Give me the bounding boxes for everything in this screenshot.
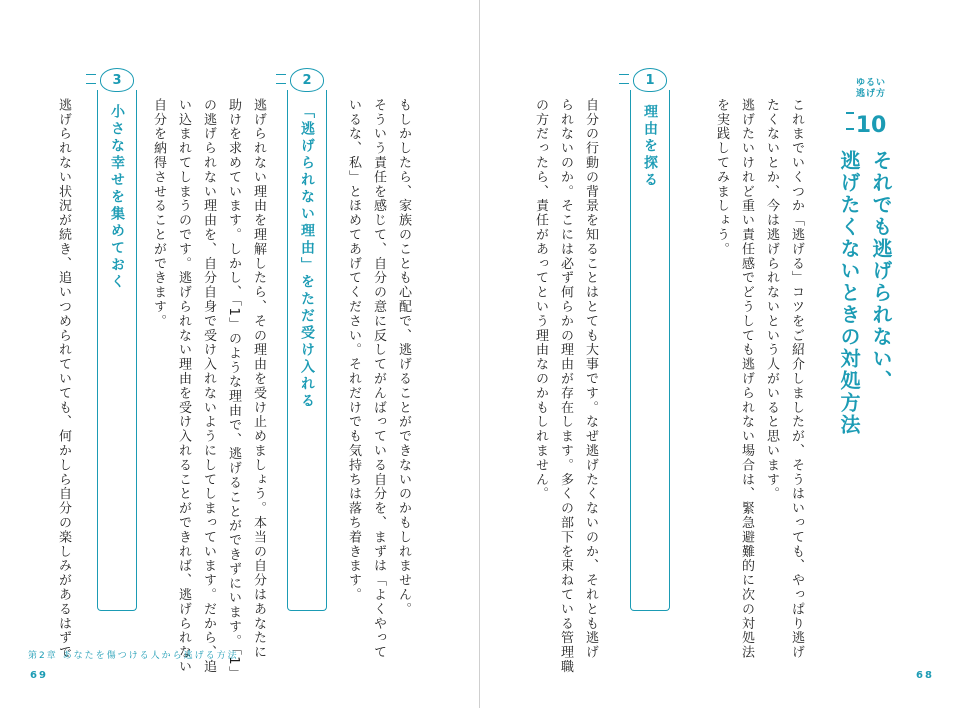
text-line: 逃げたいけれど重い責任感でどうしても逃げられない場合は、緊急避難的に次の対処法 (739, 98, 754, 660)
chapter-footer: 第2章 あなたを傷つける人から逃げる方法 (28, 651, 239, 661)
page-gutter (479, 0, 480, 708)
section-number-cloud: 1 (633, 68, 667, 92)
section-heading-3 (97, 72, 137, 611)
section-dash-icon (86, 74, 96, 84)
section-dash-icon (276, 74, 286, 84)
page-number: 69 (30, 670, 48, 681)
section1-text (528, 98, 603, 674)
page-title (833, 150, 897, 436)
text-line: そういう責任を感じて、自分の意に反してがんばっている自分を、まずは「よくやって (371, 98, 386, 660)
section-number-cloud: 2 (290, 68, 324, 92)
title-line: 逃げたくないときの対処方法 (837, 150, 861, 436)
text-line: 自分の行動の背景を知ることはとても大事です。なぜ逃げたくないのか、それとも逃げ (583, 98, 598, 660)
section-heading-text: 「逃げられない理由」をただ受け入れる (299, 104, 315, 410)
text-line: 助けを求めています。しかし、「1」のような理由で、逃げることができずにいます。「1」 (226, 98, 241, 681)
section-heading-2 (287, 72, 327, 611)
top-text (341, 98, 416, 660)
text-line: い込まれてしまうのです。逃げられない理由を受け入れることができれば、逃げられない (176, 98, 191, 674)
section-heading-text: 小さな幸せを集めておく (109, 104, 125, 291)
text-line: いるな、私」とほめてあげてください。それだけでも気持ちは落ち着きます。 (346, 98, 361, 602)
intro-text (709, 98, 809, 660)
text-line: 逃げられない状況が続き、追いつめられていても、何かしら自分の楽しみがあるはずで (56, 98, 71, 660)
section2-text (146, 98, 271, 681)
section-number-cloud: 3 (100, 68, 134, 92)
text-line: の方だったら、責任があってという理由なのかもしれません。 (533, 98, 548, 502)
text-line: たくないとか、今は逃げられないという人がいると思います。 (764, 98, 779, 502)
section-dash-icon (619, 74, 629, 84)
page-number: 68 (916, 670, 934, 681)
section3-text (51, 98, 76, 660)
text-line: もしかしたら、家族のことも心配で、逃げることができないのかもしれません。 (396, 98, 411, 617)
text-line: られないのか。そこには必ず何らかの理由が存在します。多くの部下を束ねている管理職 (558, 98, 573, 674)
badge-label: ゆるい逃げ方 (856, 78, 887, 99)
badge-number: 10 (855, 113, 887, 138)
chapter-badge (852, 78, 890, 138)
text-line: の逃げられない理由を、自分自身で受け入れないようにしてしまっています。だから、追 (201, 98, 216, 674)
title-line: それでも逃げられない、 (869, 150, 893, 392)
section-heading-1 (630, 72, 670, 611)
text-line: 自分を納得させることができます。 (151, 98, 166, 329)
badge-lines-icon (846, 112, 854, 130)
text-line: これまでいくつか「逃げる」コツをご紹介しましたが、そうはいっても、やっぱり逃げ (789, 98, 804, 660)
section-heading-text: 理由を探る (642, 104, 658, 189)
text-line: 逃げられない理由を理解したら、その理由を受け止めましょう。本当の自分はあなたに (251, 98, 266, 660)
text-line: を実践してみましょう。 (714, 98, 729, 257)
